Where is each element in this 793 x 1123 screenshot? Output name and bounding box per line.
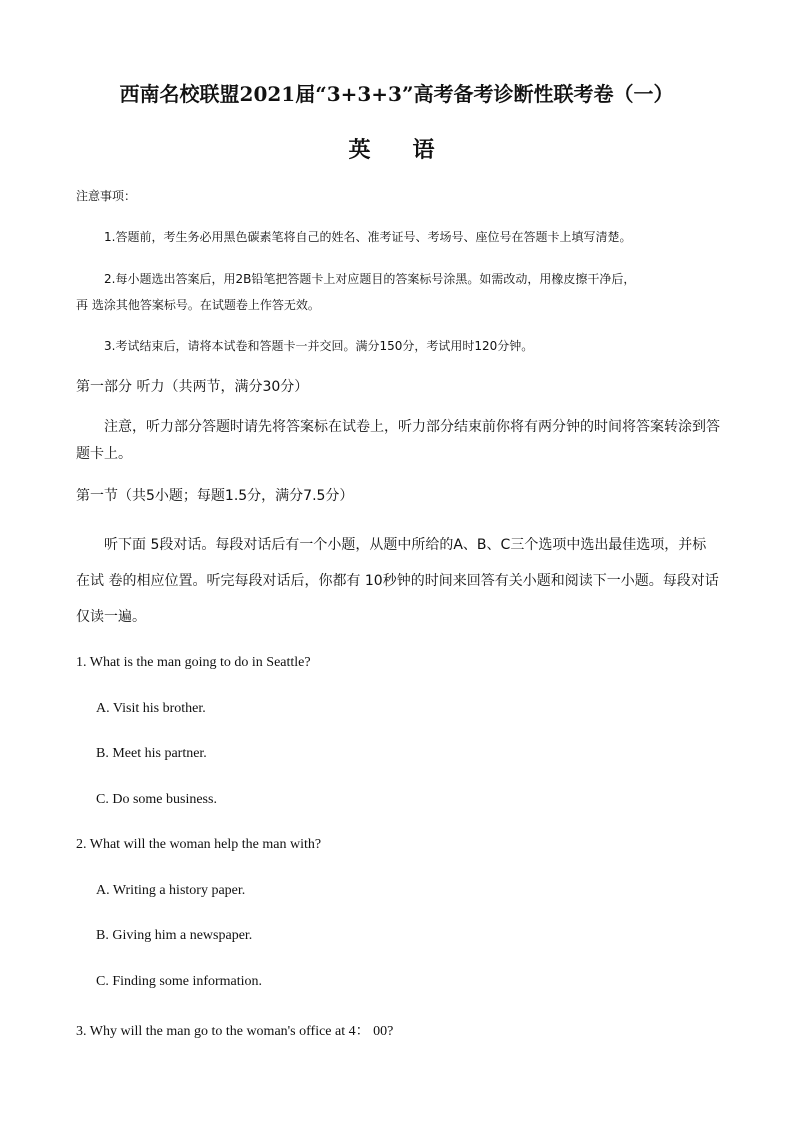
part-1-instruction-line-2: 题卡上。	[76, 446, 132, 462]
question-3-stem: 3. Why will the man go to the woman's office at 4： 00?	[76, 1024, 394, 1039]
notice-item-2-line-1: 2.每小题选出答案后，用2B铅笔把答题卡上对应题目的答案标号涂黑。如需改动，用橡皮擦干净后，	[104, 272, 636, 286]
question-1-option-a: A. Visit his brother.	[96, 701, 206, 716]
notice-item-3: 3.考试结束后，请将本试卷和答题卡一并交回。满分150分，考试用时120分钟。	[104, 339, 534, 353]
question-2-stem: 2. What will the woman help the man with?	[76, 837, 322, 852]
question-1-option-c: C. Do some business.	[96, 792, 217, 807]
question-2-option-a: A. Writing a history paper.	[96, 883, 246, 898]
section-1-instruction-line-3: 仅读一遍。	[76, 609, 146, 625]
notice-heading: 注意事项：	[76, 189, 137, 203]
subject-title: 英 语	[348, 137, 445, 163]
part-1-instruction-line-1: 注意，听力部分答题时请先将答案标在试卷上，听力部分结束前你将有两分钟的时间将答案转涂到答	[104, 419, 720, 435]
question-1-stem: 1. What is the man going to do in Seattle?	[76, 655, 311, 670]
notice-item-2-line-2: 再 选涂其他答案标号。在试题卷上作答无效。	[76, 298, 320, 312]
part-1-heading: 第一部分 听力（共两节，满分30分）	[76, 379, 309, 395]
question-2-option-c: C. Finding some information.	[96, 974, 263, 989]
section-1-instruction-line-1: 听下面 5段对话。每段对话后有一个小题，从题中所给的A、B、C三个选项中选出最佳选项，并标	[104, 537, 707, 553]
question-2-option-b: B. Giving him a newspaper.	[96, 928, 253, 943]
exam-title: 西南名校联盟2021届“3+3+3”高考备考诊断性联考卷（一）	[119, 82, 674, 106]
section-1-instruction-line-2: 在试 卷的相应位置。听完每段对话后，你都有 10秒钟的时间来回答有关小题和阅读下一小题。每段对话	[76, 573, 719, 589]
notice-item-1: 1.答题前，考生务必用黑色碳素笔将自己的姓名、准考证号、考场号、座位号在答题卡上填写清楚。	[104, 230, 632, 244]
section-1-heading: 第一节（共5小题；每题1.5分，满分7.5分）	[76, 488, 354, 504]
question-1-option-b: B. Meet his partner.	[96, 746, 207, 761]
